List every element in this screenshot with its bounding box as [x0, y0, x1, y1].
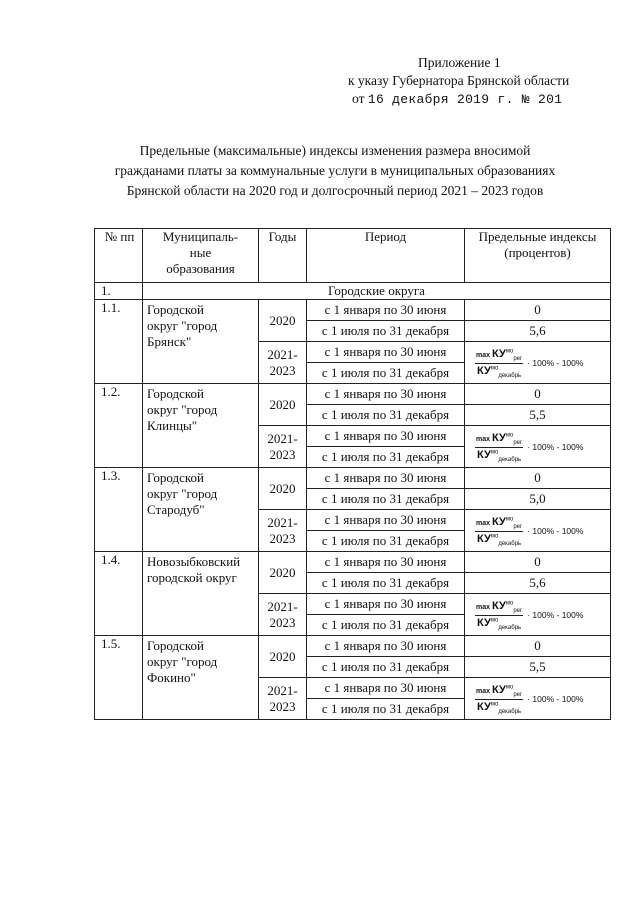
formula-sub: рег [513, 439, 523, 446]
table-header-row [95, 229, 611, 283]
period-cell: с 1 января по 30 июня [307, 426, 465, 447]
section-row [95, 283, 611, 300]
period-cell: с 1 июля по 31 декабря [307, 657, 465, 678]
index-value: 0 [465, 300, 611, 321]
formula-sub: рег [513, 607, 523, 614]
index-formula [467, 684, 608, 714]
row-number: 1.3. [95, 468, 143, 552]
year-cell: 2021- 2023 [259, 678, 307, 720]
formula-numerator [475, 432, 523, 448]
index-value: 5,0 [465, 489, 611, 510]
header-municipality: Муниципаль- ные образования [143, 229, 259, 283]
row-number: 1.1. [95, 300, 143, 384]
formula-sub: декабрь [498, 624, 522, 631]
index-value: 5,5 [465, 405, 611, 426]
formula-ku: КУ [492, 431, 506, 444]
formula-ku: КУ [492, 683, 506, 696]
formula-max: max [476, 351, 491, 359]
formula-fraction [475, 600, 523, 630]
table-row [95, 552, 611, 573]
year-cell: 2021- 2023 [259, 426, 307, 468]
formula-sup: мо [505, 683, 514, 690]
formula-sub: декабрь [498, 456, 522, 463]
municipality-name: Новозыбковский городской округ [143, 552, 259, 636]
index-formula-cell [465, 342, 611, 384]
period-cell: с 1 июля по 31 декабря [307, 321, 465, 342]
formula-sup: мо [490, 532, 499, 539]
formula-sup: мо [505, 599, 514, 606]
table-row [95, 384, 611, 405]
appendix-date-prefix: от [352, 91, 365, 106]
table-row [95, 636, 611, 657]
index-value: 5,5 [465, 657, 611, 678]
index-formula [467, 348, 608, 378]
formula-denominator [477, 532, 521, 546]
year-cell: 2021- 2023 [259, 510, 307, 552]
index-value: 0 [465, 468, 611, 489]
index-formula-cell [465, 678, 611, 720]
table-row [95, 300, 611, 321]
formula-max: max [476, 435, 491, 443]
row-number: 1.5. [95, 636, 143, 720]
formula-sub: рег [513, 355, 523, 362]
index-value: 5,6 [465, 573, 611, 594]
period-cell: с 1 июля по 31 декабря [307, 447, 465, 468]
title-line: Брянской области на 2020 год и долгосрочный период 2021 – 2023 годов [126, 183, 544, 198]
municipality-name: Городской округ "город Клинцы" [143, 384, 259, 468]
formula-tail: · 100% - 100% [527, 693, 584, 704]
index-value: 0 [465, 384, 611, 405]
index-formula [467, 600, 608, 630]
period-cell: с 1 июля по 31 декабря [307, 405, 465, 426]
header-years: Годы [259, 229, 307, 283]
year-cell: 2020 [259, 300, 307, 342]
section-label: Городские округа [143, 283, 611, 300]
period-cell: с 1 января по 30 июня [307, 342, 465, 363]
formula-sup: мо [505, 515, 514, 522]
period-cell: с 1 июля по 31 декабря [307, 573, 465, 594]
formula-fraction [475, 684, 523, 714]
year-cell: 2021- 2023 [259, 594, 307, 636]
formula-ku: КУ [477, 532, 491, 545]
formula-sup: мо [505, 431, 514, 438]
formula-numerator [475, 600, 523, 616]
formula-tail: · 100% - 100% [527, 525, 584, 536]
municipality-name: Городской округ "город Фокино" [143, 636, 259, 720]
header-index: Предельные индексы (процентов) [465, 229, 611, 283]
table-row [95, 468, 611, 489]
period-cell: с 1 января по 30 июня [307, 300, 465, 321]
formula-sub: декабрь [498, 708, 522, 715]
period-cell: с 1 июля по 31 декабря [307, 615, 465, 636]
formula-ku: КУ [477, 700, 491, 713]
header-number: № пп [95, 229, 143, 283]
row-number: 1.2. [95, 384, 143, 468]
appendix-title: Приложение 1 [418, 55, 501, 70]
row-number: 1.4. [95, 552, 143, 636]
formula-sub: рег [513, 691, 523, 698]
title-line: гражданами платы за коммунальные услуги в муниципальных образованиях [114, 163, 556, 178]
title-line: Предельные (максимальные) индексы изменения размера вносимой [139, 143, 531, 158]
formula-ku: КУ [477, 364, 491, 377]
formula-sup: мо [490, 616, 499, 623]
formula-sub: декабрь [498, 540, 522, 547]
period-cell: с 1 января по 30 июня [307, 510, 465, 531]
index-formula-cell [465, 594, 611, 636]
formula-sub: декабрь [498, 372, 522, 379]
formula-sup: мо [490, 448, 499, 455]
period-cell: с 1 июля по 31 декабря [307, 699, 465, 720]
year-cell: 2020 [259, 552, 307, 594]
index-formula [467, 516, 608, 546]
index-formula [467, 432, 608, 462]
formula-denominator [477, 448, 521, 462]
formula-sup: мо [490, 364, 499, 371]
year-cell: 2020 [259, 468, 307, 510]
period-cell: с 1 января по 30 июня [307, 678, 465, 699]
index-value: 5,6 [465, 321, 611, 342]
formula-sup: мо [490, 700, 499, 707]
year-cell: 2020 [259, 636, 307, 678]
period-cell: с 1 июля по 31 декабря [307, 531, 465, 552]
formula-ku: КУ [492, 347, 506, 360]
index-value: 0 [465, 552, 611, 573]
formula-ku: КУ [477, 448, 491, 461]
formula-tail: · 100% - 100% [527, 441, 584, 452]
document-title [60, 141, 610, 201]
formula-ku: КУ [477, 616, 491, 629]
formula-fraction [475, 516, 523, 546]
appendix-date-line [348, 90, 618, 109]
municipality-name: Городской округ "город Брянск" [143, 300, 259, 384]
index-formula-cell [465, 510, 611, 552]
formula-ku: КУ [492, 515, 506, 528]
formula-numerator [475, 516, 523, 532]
period-cell: с 1 января по 30 июня [307, 468, 465, 489]
formula-sup: мо [505, 347, 514, 354]
formula-ku: КУ [492, 599, 506, 612]
formula-fraction [475, 348, 523, 378]
period-cell: с 1 июля по 31 декабря [307, 363, 465, 384]
header-period: Период [307, 229, 465, 283]
period-cell: с 1 июля по 31 декабря [307, 489, 465, 510]
formula-numerator [475, 348, 523, 364]
formula-denominator [477, 364, 521, 378]
formula-max: max [476, 687, 491, 695]
formula-tail: · 100% - 100% [527, 609, 584, 620]
municipality-name: Городской округ "город Стародуб" [143, 468, 259, 552]
formula-max: max [476, 603, 491, 611]
section-number: 1. [95, 283, 143, 300]
appendix-date-number: 16 декабря 2019 г. № 201 [367, 92, 563, 107]
formula-denominator [477, 700, 521, 714]
formula-sub: рег [513, 523, 523, 530]
period-cell: с 1 января по 30 июня [307, 552, 465, 573]
formula-numerator [475, 684, 523, 700]
appendix-header [348, 54, 618, 109]
period-cell: с 1 января по 30 июня [307, 384, 465, 405]
formula-tail: · 100% - 100% [527, 357, 584, 368]
year-cell: 2021- 2023 [259, 342, 307, 384]
index-formula-cell [465, 426, 611, 468]
appendix-decree-line: к указу Губернатора Брянской области [348, 73, 570, 88]
year-cell: 2020 [259, 384, 307, 426]
formula-max: max [476, 519, 491, 527]
period-cell: с 1 января по 30 июня [307, 636, 465, 657]
index-table [94, 228, 611, 720]
period-cell: с 1 января по 30 июня [307, 594, 465, 615]
formula-fraction [475, 432, 523, 462]
index-value: 0 [465, 636, 611, 657]
formula-denominator [477, 616, 521, 630]
